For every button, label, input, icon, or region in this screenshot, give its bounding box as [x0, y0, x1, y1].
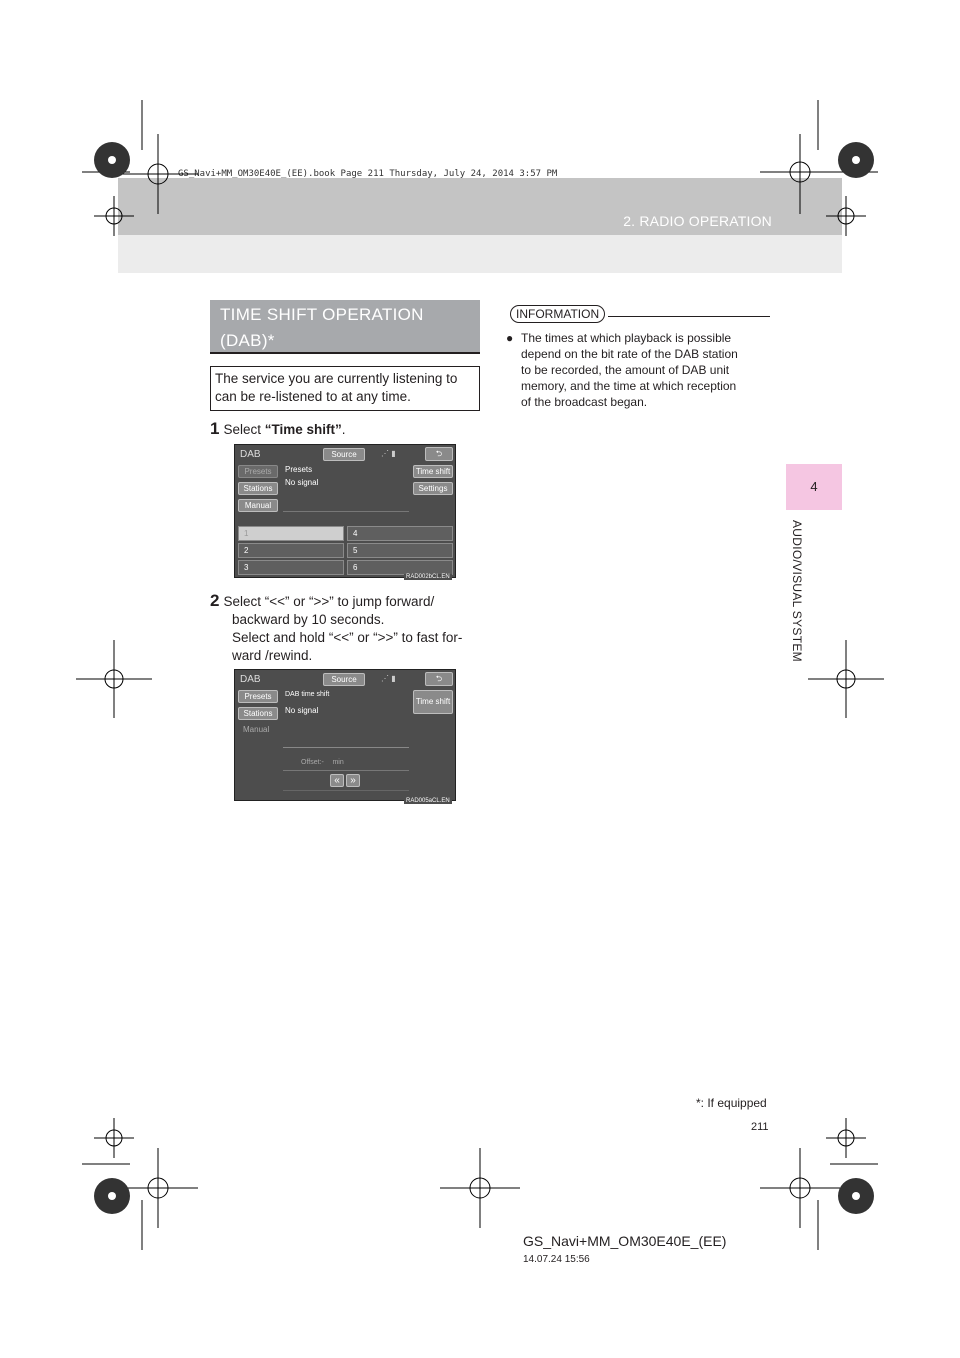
screen1-info-status: No signal [285, 478, 319, 487]
footnote: *: If equipped [696, 1096, 767, 1110]
info-line-3: to be recorded, the amount of DAB unit [521, 363, 730, 377]
info-line-2: depend on the bit rate of the DAB station [521, 347, 738, 361]
section-heading [210, 300, 480, 352]
screen1-info-label: Presets [285, 465, 313, 474]
step-1 [210, 420, 346, 439]
step-2-line-4: ward /rewind. [232, 648, 313, 663]
preset-1[interactable]: 1 [238, 526, 344, 541]
intro-line-1: The service you are currently listening to [215, 371, 458, 386]
status-icons: ⋰ ▮ [381, 449, 396, 458]
screen2-code: RAD005aCL.EN [406, 798, 450, 804]
forward-button[interactable]: » [346, 774, 360, 787]
rewind-button[interactable]: « [330, 774, 344, 787]
book-note: GS_Navi+MM_OM30E40E_(EE).book Page 211 Thursday, July 24, 2014 3:57 PM [178, 169, 558, 179]
offset-label: Offset:- min [301, 759, 344, 766]
source-button[interactable]: Source [323, 448, 365, 461]
preset-6[interactable]: 6 [347, 560, 453, 575]
divider [283, 747, 409, 748]
section-title: 2. RADIO OPERATION [623, 213, 772, 229]
time-shift-button[interactable]: Time shift [413, 465, 453, 478]
info-line-4: memory, and the time at which reception [521, 379, 737, 393]
status-icons: ⋰ ▮ [381, 674, 396, 683]
source-button[interactable]: Source [323, 673, 365, 686]
back-button[interactable]: ⮌ [425, 672, 453, 686]
divider [283, 770, 409, 771]
presets-button[interactable]: Presets [238, 465, 278, 478]
screen1-title: DAB [240, 449, 261, 460]
back-button[interactable]: ⮌ [425, 447, 453, 461]
preset-2[interactable]: 2 [238, 543, 344, 558]
screen1-code: RAD002bCL.EN [406, 574, 450, 580]
doc-code: GS_Navi+MM_OM30E40E_(EE) [523, 1233, 727, 1249]
divider [283, 511, 409, 512]
step-2-number: 2 [210, 591, 220, 610]
information-rule [608, 316, 770, 317]
step-2-line-3: Select and hold “<<” or “>>” to fast for- [232, 630, 463, 645]
preset-3[interactable]: 3 [238, 560, 344, 575]
manual-button[interactable]: Manual [243, 725, 270, 734]
info-line-1: The times at which playback is possible [521, 331, 732, 345]
preset-4[interactable]: 4 [347, 526, 453, 541]
chapter-title-text: AUDIO/VISUAL SYSTEM [790, 520, 804, 662]
stations-button[interactable]: Stations [238, 707, 278, 720]
preset-5[interactable]: 5 [347, 543, 453, 558]
step-1-bold: “Time shift” [264, 422, 342, 437]
screen-dab-presets [234, 444, 456, 578]
step-1-number: 1 [210, 419, 220, 438]
intro-line-2: can be re-listened to at any time. [215, 389, 411, 404]
screen2-title: DAB [240, 674, 261, 685]
doc-date: 14.07.24 15:56 [523, 1254, 590, 1265]
screen2-info-label: DAB time shift [285, 691, 330, 698]
divider [283, 790, 409, 791]
step-2-line-1: Select “<<” or “>>” to jump forward/ [223, 594, 435, 609]
information-tag: INFORMATION [510, 305, 605, 323]
intro-box [210, 366, 480, 411]
heading-line-1: TIME SHIFT OPERATION [220, 305, 424, 324]
chapter-number: 4 [810, 479, 818, 494]
settings-button[interactable]: Settings [413, 482, 453, 495]
heading-line-2: (DAB)* [220, 331, 275, 350]
time-shift-button[interactable]: Time shift [413, 690, 453, 714]
step-1-suffix: . [341, 422, 346, 437]
screen-dab-time-shift [234, 669, 456, 801]
heading-rule [210, 352, 480, 354]
presets-button[interactable]: Presets [238, 690, 278, 703]
step-2 [210, 592, 482, 665]
step-1-prefix: Select [223, 422, 265, 437]
step-2-line-2: backward by 10 seconds. [232, 612, 385, 627]
screen2-info-status: No signal [285, 706, 319, 715]
bullet-icon: ● [506, 331, 514, 345]
page-number: 211 [751, 1121, 769, 1133]
stations-button[interactable]: Stations [238, 482, 278, 495]
info-line-5: of the broadcast began. [521, 395, 648, 409]
information-text [506, 330, 767, 410]
manual-button[interactable]: Manual [238, 499, 278, 512]
